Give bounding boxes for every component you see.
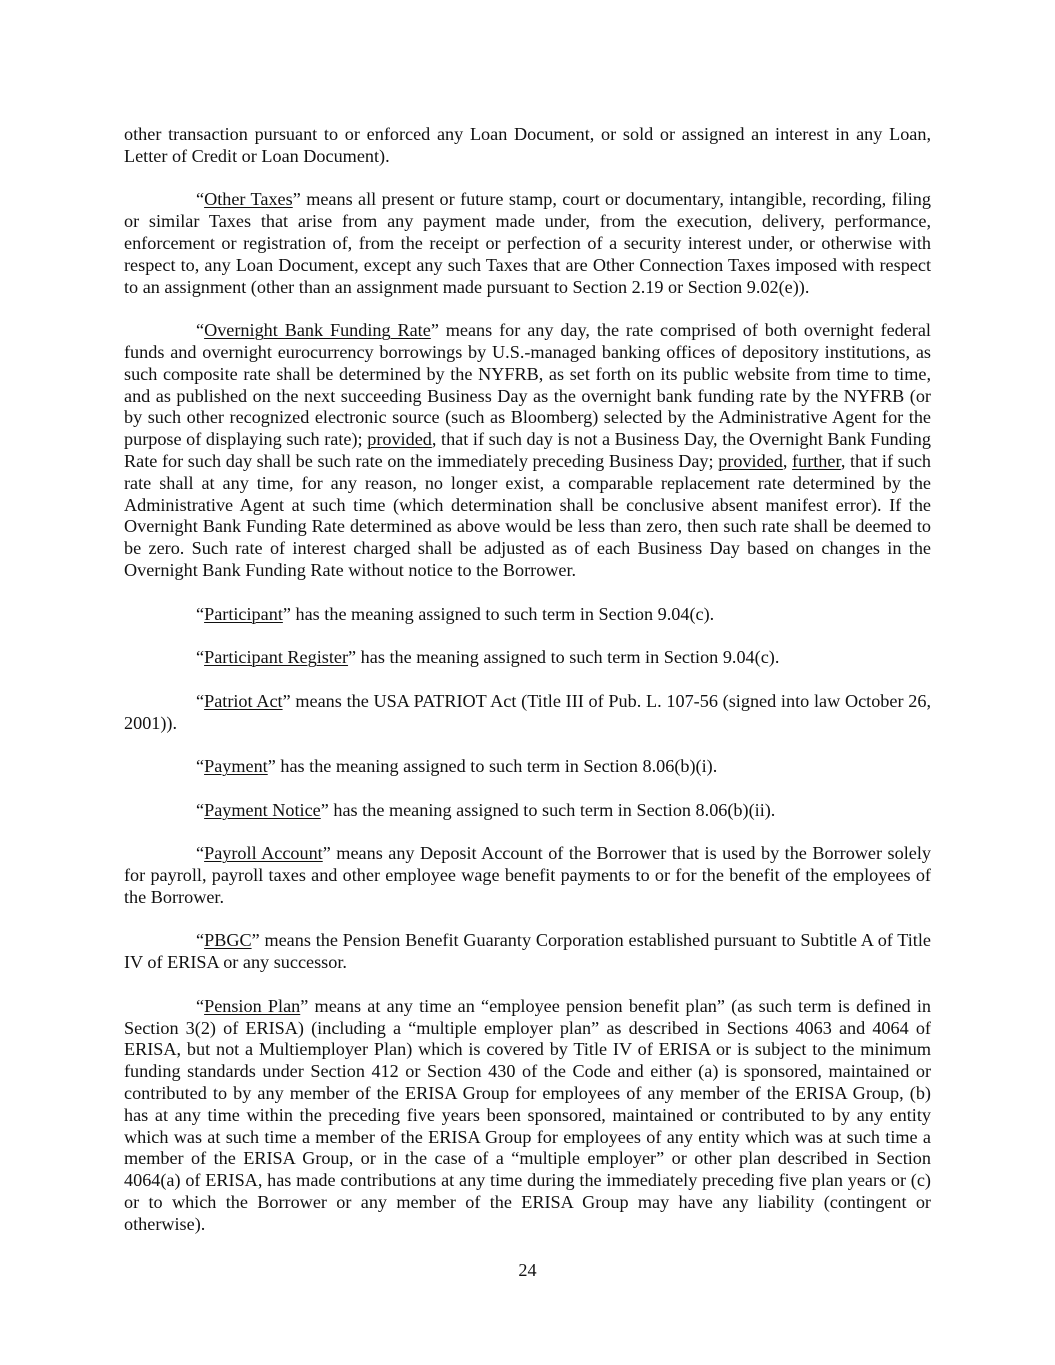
- definition-body: means at any time an “employee pension benefit plan” (as such term is defined in Section 3(2) of ERISA) (including a “multiple employer plan” as described in Sections 4063 and 4064 of ERISA, but not a Multiemployer Plan) which is covered by Title IV of ERISA or is subject to the minimum funding standards under Section 412 or Section 430 of the Code and either (a) is sponsored, maintained or contributed to by any member of the ERISA Group for employees of any member of the ERISA Group, (b) has at any time within the preceding five years been sponsored, maintained or contributed to by any entity which was at such time a member of the ERISA Group for employees of any entity which was at such time a member of the ERISA Group, or in the case of a “multiple employer” or other plan described in Section 4064(a) of ERISA, has made contributions at any time during the immediately preceding five plan years or (c) or to which the Borrower or any member of the ERISA Group may have any liability (contingent or otherwise).: [124, 995, 931, 1234]
- definition-body: means the Pension Benefit Guaranty Corporation established pursuant to Subtitle A of Title IV of ERISA or any successor.: [124, 930, 931, 973]
- definition-patriot-act: [124, 691, 931, 735]
- definition-body: has the meaning assigned to such term in Section 9.04(c).: [290, 603, 715, 624]
- open-quote: “: [196, 647, 205, 668]
- definition-pbgc: [124, 930, 931, 974]
- definition-other-taxes: [124, 189, 931, 298]
- provided-emphasis: provided: [367, 429, 432, 450]
- definition-participant-register: [124, 647, 931, 669]
- definition-body: means all present or future stamp, court or documentary, intangible, recording, filing or similar Taxes that arise from any payment made under, from the execution, delivery, performance, enforcement or registration of, from the receipt or perfection of a security interest under, or otherwise with respect to, any Loan Document, except any such Taxes that are Other Connection Taxes imposed with respect to an assignment (other than an assignment made pursuant to Section 2.19 or Section 9.02(e)).: [124, 189, 931, 297]
- defined-term: Payroll Account: [204, 843, 323, 864]
- close-quote: ”: [320, 799, 329, 820]
- open-quote: “: [196, 320, 205, 341]
- close-quote: ”: [348, 647, 357, 668]
- open-quote: “: [196, 843, 205, 864]
- definition-body: has the meaning assigned to such term in Section 8.06(b)(ii).: [328, 799, 776, 820]
- defined-term: Participant Register: [204, 647, 349, 668]
- definition-pension-plan: [124, 996, 931, 1236]
- provided-emphasis: provided: [718, 450, 783, 471]
- definition-overnight-bank-funding-rate: [124, 320, 931, 582]
- defined-term: Patriot Act: [204, 690, 283, 711]
- definition-payment-notice: [124, 800, 931, 822]
- definition-body: has the meaning assigned to such term in Section 8.06(b)(i).: [275, 756, 718, 777]
- definition-participant: [124, 604, 931, 626]
- defined-term: Pension Plan: [204, 995, 301, 1016]
- defined-term: Payment Notice: [204, 799, 321, 820]
- open-quote: “: [196, 930, 205, 951]
- defined-term: Participant: [204, 603, 283, 624]
- close-quote: ”: [282, 690, 291, 711]
- close-quote: ”: [251, 930, 260, 951]
- open-quote: “: [196, 690, 205, 711]
- definition-body: , that if such day is not a Business Day, the Overnight Bank Funding Rate for such day shall be such rate on the immediately preceding Business Day;: [124, 429, 931, 471]
- definition-body: means for any day, the rate comprised of both overnight federal funds and overnight eurocurrency borrowings by U.S.-managed banking offices of depository institutions, as such composite rate shall be determined by the NYFRB, as set forth on its public website from time to time, and as published on the next succeeding Business Day as the overnight bank funding rate by the NYFRB (or by such other recognized electronic source (such as Bloomberg) selected by the Administrative Agent for the purpose of displaying such rate);: [124, 320, 931, 450]
- close-quote: ”: [292, 189, 301, 210]
- open-quote: “: [196, 756, 205, 777]
- definition-body: , that if such rate shall at any time, for any reason, no longer exist, a comparable replacement rate determined by the Administrative Agent at such time (which determination shall be conclusive absent manifest error). If the Overnight Bank Funding Rate determined as above would be less than zero, then such rate shall be deemed to be zero. Such rate of interest charged shall be adjusted as of each Business Day based on changes in the Overnight Bank Funding Rate without notice to the Borrower.: [124, 450, 931, 580]
- defined-term: Payment: [204, 756, 268, 777]
- open-quote: “: [196, 799, 205, 820]
- open-quote: “: [196, 995, 205, 1016]
- further-emphasis: further: [792, 450, 841, 471]
- page-number: 24: [518, 1260, 537, 1280]
- continuation-paragraph: other transaction pursuant to or enforced any Loan Document, or sold or assigned an interest in any Loan, Letter of Credit or Loan Document).: [124, 124, 931, 166]
- close-quote: ”: [300, 995, 309, 1016]
- close-quote: ”: [322, 843, 331, 864]
- close-quote: ”: [282, 603, 291, 624]
- open-quote: “: [196, 189, 205, 210]
- definition-payment: [124, 756, 931, 778]
- definition-body: has the meaning assigned to such term in Section 9.04(c).: [356, 647, 780, 668]
- document-page: [124, 124, 931, 1257]
- definition-payroll-account: [124, 843, 931, 908]
- definition-body: means any Deposit Account of the Borrower that is used by the Borrower solely for payroll, payroll taxes and other employee wage benefit payments to or for the benefit of the employees of the Borrower.: [124, 843, 932, 907]
- close-quote: ”: [267, 756, 276, 777]
- close-quote: ”: [430, 320, 439, 341]
- defined-term: Overnight Bank Funding Rate: [204, 320, 431, 341]
- separator: ,: [782, 450, 793, 471]
- defined-term: Other Taxes: [204, 189, 293, 210]
- definition-body: means the USA PATRIOT Act (Title III of Pub. L. 107-56 (signed into law October 26, 2001)).: [124, 690, 931, 733]
- open-quote: “: [196, 603, 205, 624]
- defined-term: PBGC: [204, 930, 252, 951]
